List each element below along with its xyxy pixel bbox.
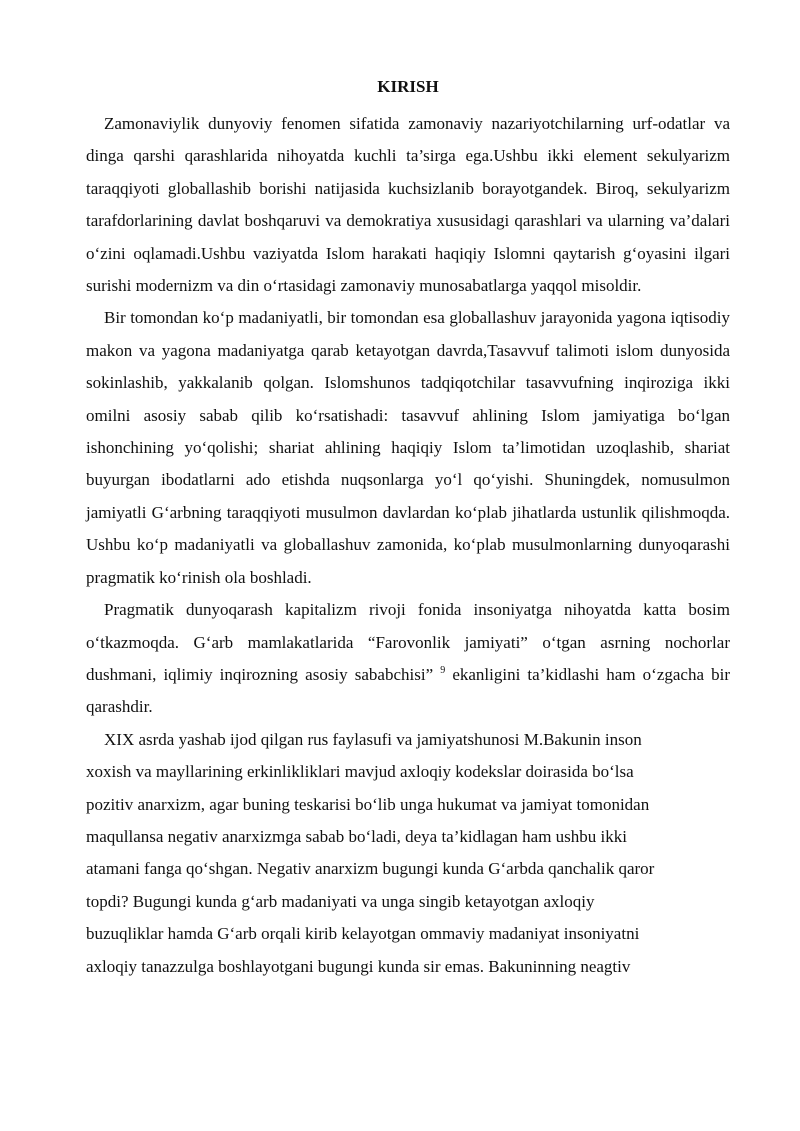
paragraph-4-line: pozitiv anarxizm, agar buning teskarisi bo‘lib unga hukumat va jamiyat tomonidan — [86, 794, 650, 814]
footnote-marker: 9 — [440, 664, 446, 676]
paragraph-4-line: XIX asrda yashab ijod qilgan rus faylasufi va jamiyatshunosi M.Bakunin inson — [104, 729, 642, 749]
paragraph-4 — [86, 724, 730, 983]
document-page — [86, 68, 730, 983]
section-title: KIRISH — [377, 77, 439, 96]
paragraph-4-line: topdi? Bugungi kunda g‘arb madaniyati va unga singib ketayotgan axloqiy — [86, 891, 595, 911]
paragraph-3-text-before: Pragmatik dunyoqarash kapitalizm rivoji fonida insoniyatga nihoyatda katta bosim o‘tkazmoqda. G‘arb mamlakatlarida “Farovonlik jamiyati” o‘tgan asrning nochorlar dushmani, iqlimiy inqirozning asosiy sababchisi” — [86, 600, 730, 684]
paragraph-4-line: atamani fanga qo‘shgan. Negativ anarxizm bugungi kunda G‘arbda qanchalik qaror — [86, 859, 655, 879]
paragraph-3-text-after: ekanligini ta’kidlashi ham o‘zgacha bir qarashdir. — [86, 664, 730, 717]
paragraph-4-line: axloqiy tanazzulga boshlayotgani bugungi kunda sir emas. Bakuninning neagtiv — [86, 956, 631, 976]
paragraph-2: Bir tomondan ko‘p madaniyatli, bir tomondan esa globallashuv jarayonida yagona iqtisodiy makon va yagona madaniyatga qarab ketayotgan davrda,Tasavvuf talimoti islom dunyosida sokinlashib, yakkalanib qolgan. Islomshunos tadqiqotchilar tasavvufning inqiroziga ikki omilni asosiy sabab qilib ko‘rsatishadi: tasavvuf ahlining Islom jamiyatiga bo‘lgan ishonchining yo‘qolishi; shariat ahlining haqiqiy Islom ta’limotidan uzoqlashib, shariat buyurgan ibodatlarni ado etishda nuqsonlarga yo‘l qo‘yishi. Shuningdek, nomusulmon jamiyatli G‘arbning taraqqiyoti musulmon davlardan ko‘plab jihatlarda ustunlik qilishmoqda. Ushbu ko‘p madaniyatli va globallashuv zamonida, ko‘plab musulmonlarning dunyoqarashi pragmatik ko‘rinish ola boshladi. — [86, 308, 730, 587]
paragraph-4-line: xoxish va mayllarining erkinlikliklari mavjud axloqiy kodekslar doirasida bo‘lsa — [86, 762, 634, 782]
paragraph-1: Zamonaviylik dunyoviy fenomen sifatida zamonaviy nazariyotchilarning urf-odatlar va dinga qarshi qarashlarida nihoyatda kuchli ta’sirga ega.Ushbu ikki element sekulyarizm taraqqiyoti globallashib borishi natijasida kuchsizlanib borayotgandek. Biroq, sekulyarizm tarafdorlarining davlat boshqaruvi va demokratiya xususidagi qarashlari va ularning va’dalari o‘zini oqlamadi.Ushbu vaziyatda Islom harakati haqiqiy Islomni qaytarish g‘oyasini ilgari surishi modernizm va din o‘rtasidagi zamonaviy munosabatlarga yaqqol misoldir. — [86, 114, 730, 296]
paragraph-3 — [86, 594, 730, 724]
paragraph-4-line: maqullansa negativ anarxizmga sabab bo‘ladi, deya ta’kidlagan ham ushbu ikki — [86, 826, 627, 846]
paragraph-4-line: buzuqliklar hamda G‘arb orqali kirib kelayotgan ommaviy madaniyat insoniyatni — [86, 924, 640, 944]
